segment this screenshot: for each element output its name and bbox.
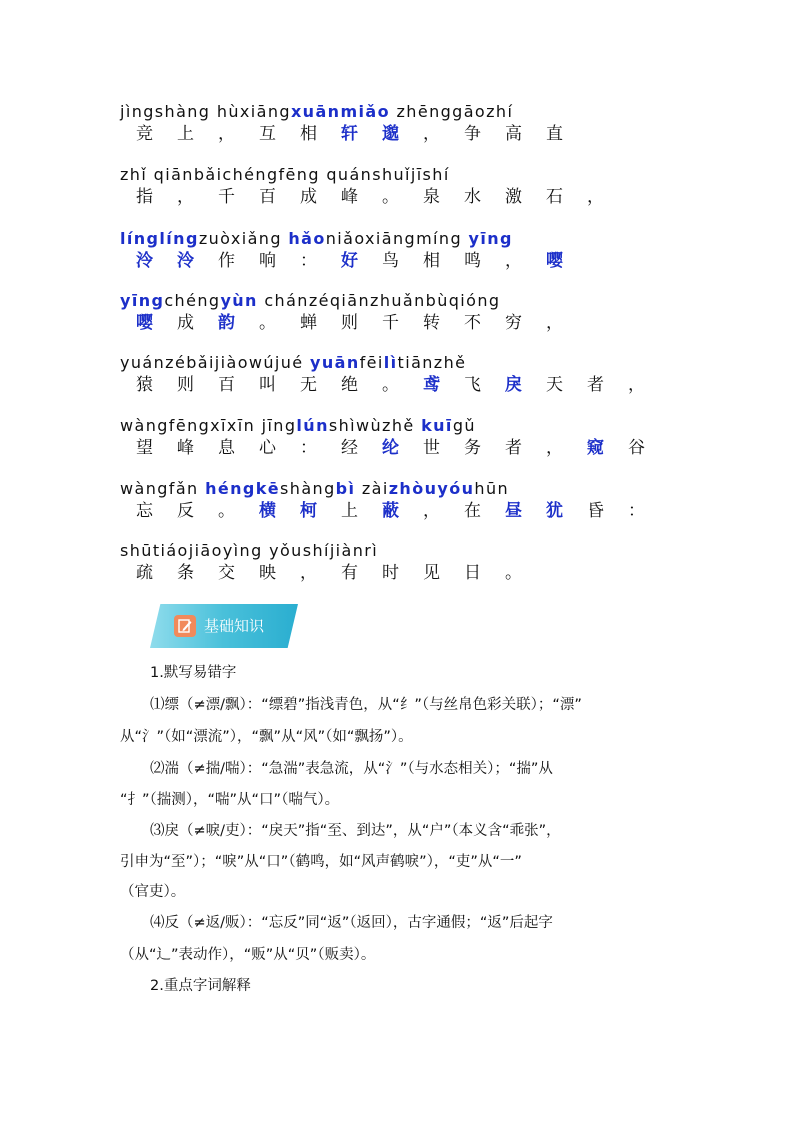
pinyin-highlight: yùn [220, 291, 258, 310]
item-1-line-2: 从“氵”（如“漂流”），“飘”从“风”（如“飘扬”）。 [120, 729, 413, 745]
hanzi-char: 者 [505, 438, 522, 458]
hanzi-highlight: 邈 [382, 124, 399, 144]
hanzi-char: 。 [382, 375, 399, 395]
hanzi-char: 激 [505, 187, 522, 207]
pinyin-highlight: hǎo [288, 229, 326, 248]
item-4-line-2: （从“辶”表动作），“贩”从“贝”（贩卖）。 [120, 947, 376, 963]
hanzi-char: 。 [382, 187, 399, 207]
hanzi-highlight: 窥 [587, 438, 604, 458]
pinyin-highlight: yīng [120, 291, 165, 310]
pinyin-segment: jìngshàng hùxiāng [120, 102, 291, 121]
hanzi-char: 峰 [341, 187, 358, 207]
item-3-line-1: ⑶戾（≠唳/吏）：“戾天”指“至、到达”，从“户”（本义含“乖张”， [150, 823, 561, 839]
hanzi-char: ， [218, 124, 235, 144]
pinyin-highlight: héngkē [205, 479, 281, 498]
hanzi-char: 条 [177, 563, 194, 583]
hanzi-char: 映 [259, 563, 276, 583]
hanzi-line [136, 433, 669, 458]
hanzi-highlight: 犹 [546, 501, 563, 521]
pinyin-segment: zhǐ qiānbǎichéngfēng quánshuǐjīshí [120, 165, 450, 184]
hanzi-char: 作 [218, 251, 235, 271]
hanzi-char: 飞 [464, 375, 481, 395]
hanzi-char: 。 [259, 313, 276, 333]
hanzi-highlight: 横 [259, 501, 276, 521]
hanzi-line [136, 370, 669, 395]
hanzi-char: 务 [464, 438, 481, 458]
hanzi-char: 在 [464, 501, 481, 521]
pinyin-segment: zài [355, 479, 389, 498]
hanzi-char: 相 [423, 251, 440, 271]
hanzi-char: 疏 [136, 563, 153, 583]
heading-1: 1.默写易错字 [150, 665, 237, 681]
hanzi-line [136, 308, 587, 333]
section-title: 基础知识 [204, 617, 265, 635]
hanzi-char: 经 [341, 438, 358, 458]
item-4-line-1: ⑷反（≠返/贩）：“忘反”同“返”（返回），古字通假；“返”后起字 [150, 915, 553, 931]
hanzi-char: 互 [259, 124, 276, 144]
pencil-note-icon [174, 615, 196, 637]
hanzi-char: 上 [341, 501, 358, 521]
pinyin-segment: wàngfǎn [120, 479, 206, 498]
heading-2: 2.重点字词解释 [150, 978, 251, 994]
hanzi-char: 高 [505, 124, 522, 144]
item-3-line-3: （官吏）。 [120, 884, 186, 900]
hanzi-char: 无 [300, 375, 317, 395]
item-3-line-2: 引申为“至”）；“唳”从“口”（鹤鸣，如“风声鹤唳”），“吏”从“一” [120, 854, 522, 870]
hanzi-line [136, 496, 669, 521]
hanzi-char: ， [587, 187, 604, 207]
pinyin-highlight: lún [296, 416, 329, 435]
hanzi-char: 叫 [259, 375, 276, 395]
pinyin-segment: niǎoxiāngmíng [325, 229, 469, 248]
pinyin-segment: yuánzébǎijiàowújué [120, 353, 311, 372]
hanzi-highlight: 嘤 [546, 251, 563, 271]
hanzi-char: 响 [259, 251, 276, 271]
hanzi-char: ， [505, 251, 522, 271]
item-2-line-2: “扌”（揣测），“喘”从“口”（喘气）。 [120, 792, 340, 808]
hanzi-char: 峰 [177, 438, 194, 458]
hanzi-highlight: 嘤 [136, 313, 153, 333]
pinyin-segment: chéng [164, 291, 221, 310]
pinyin-segment: tiānzhě [397, 353, 467, 372]
pinyin-segment: fēi [359, 353, 384, 372]
pinyin-highlight: xuānmiǎo [290, 102, 390, 121]
hanzi-char: 直 [546, 124, 563, 144]
hanzi-char: 绝 [341, 375, 358, 395]
hanzi-char: 相 [300, 124, 317, 144]
hanzi-char: 天 [546, 375, 563, 395]
hanzi-highlight: 泠 [177, 251, 194, 271]
hanzi-char: 交 [218, 563, 235, 583]
pinyin-segment: wàngfēngxīxīn jīng [120, 416, 297, 435]
pinyin-segment: chánzéqiānzhuǎnbùqióng [257, 291, 501, 310]
hanzi-highlight: 戾 [505, 375, 522, 395]
pinyin-highlight: yīng [468, 229, 513, 248]
hanzi-char: 忘 [136, 501, 153, 521]
hanzi-char: 成 [300, 187, 317, 207]
hanzi-char: 鸣 [464, 251, 481, 271]
pinyin-segment: shūtiáojiāoyìng yǒushíjiànrì [120, 541, 379, 560]
hanzi-char: ， [628, 375, 645, 395]
pinyin-highlight: lì [383, 353, 398, 372]
item-1-line-1: ⑴缥（≠漂/飘）：“缥碧”指浅青色，从“纟”（与丝帛色彩关联）；“漂” [150, 697, 582, 713]
hanzi-char: 争 [464, 124, 481, 144]
hanzi-char: 上 [177, 124, 194, 144]
hanzi-line [136, 246, 587, 271]
hanzi-char: 者 [587, 375, 604, 395]
pinyin-highlight: yuān [310, 353, 360, 372]
hanzi-char: 反 [177, 501, 194, 521]
hanzi-char: ， [423, 501, 440, 521]
hanzi-char: 泉 [423, 187, 440, 207]
hanzi-line [136, 558, 546, 583]
hanzi-char: 不 [464, 313, 481, 333]
pinyin-highlight: línglíng [120, 229, 199, 248]
hanzi-char: 蝉 [300, 313, 317, 333]
pinyin-segment: zhēnggāozhí [390, 102, 514, 121]
pinyin-segment: gǔ [452, 416, 476, 435]
hanzi-line [136, 182, 628, 207]
hanzi-char: 千 [382, 313, 399, 333]
hanzi-char: 有 [341, 563, 358, 583]
hanzi-line [136, 119, 587, 144]
hanzi-char: 石 [546, 187, 563, 207]
hanzi-char: 昏 [587, 501, 604, 521]
hanzi-char: 穷 [505, 313, 522, 333]
hanzi-char: ， [546, 313, 563, 333]
hanzi-char: ， [177, 187, 194, 207]
hanzi-highlight: 韵 [218, 313, 235, 333]
hanzi-highlight: 鸢 [423, 375, 440, 395]
item-2-line-1: ⑵湍（≠揣/喘）：“急湍”表急流，从“氵”（与水态相关）；“揣”从 [150, 761, 553, 777]
hanzi-char: 时 [382, 563, 399, 583]
hanzi-char: ： [628, 501, 645, 521]
pinyin-highlight: bì [335, 479, 356, 498]
hanzi-highlight: 好 [341, 251, 358, 271]
hanzi-char: 猿 [136, 375, 153, 395]
pinyin-segment: hūn [474, 479, 510, 498]
hanzi-char: 。 [505, 563, 522, 583]
pinyin-segment: shìwùzhě [328, 416, 422, 435]
hanzi-char: ： [300, 251, 317, 271]
pinyin-segment: zuòxiǎng [198, 229, 289, 248]
hanzi-char: 百 [259, 187, 276, 207]
hanzi-highlight: 轩 [341, 124, 358, 144]
hanzi-char: 成 [177, 313, 194, 333]
hanzi-char: 百 [218, 375, 235, 395]
hanzi-highlight: 纶 [382, 438, 399, 458]
hanzi-char: 千 [218, 187, 235, 207]
hanzi-char: 世 [423, 438, 440, 458]
hanzi-char: 望 [136, 438, 153, 458]
pinyin-highlight: zhòuyóu [388, 479, 475, 498]
hanzi-char: 竞 [136, 124, 153, 144]
hanzi-char: 日 [464, 563, 481, 583]
hanzi-highlight: 柯 [300, 501, 317, 521]
hanzi-char: 转 [423, 313, 440, 333]
hanzi-char: ， [546, 438, 563, 458]
hanzi-char: 。 [218, 501, 235, 521]
hanzi-char: 息 [218, 438, 235, 458]
hanzi-highlight: 泠 [136, 251, 153, 271]
pinyin-segment: shàng [280, 479, 336, 498]
hanzi-highlight: 昼 [505, 501, 522, 521]
hanzi-char: 则 [177, 375, 194, 395]
hanzi-char: 鸟 [382, 251, 399, 271]
pinyin-highlight: kuī [421, 416, 453, 435]
hanzi-char: ， [300, 563, 317, 583]
hanzi-char: 谷 [628, 438, 645, 458]
hanzi-char: 见 [423, 563, 440, 583]
hanzi-char: ： [300, 438, 317, 458]
hanzi-char: 指 [136, 187, 153, 207]
hanzi-char: 心 [259, 438, 276, 458]
hanzi-char: 水 [464, 187, 481, 207]
hanzi-char: 则 [341, 313, 358, 333]
hanzi-highlight: 蔽 [382, 501, 399, 521]
section-banner [150, 604, 298, 648]
hanzi-char: ， [423, 124, 440, 144]
